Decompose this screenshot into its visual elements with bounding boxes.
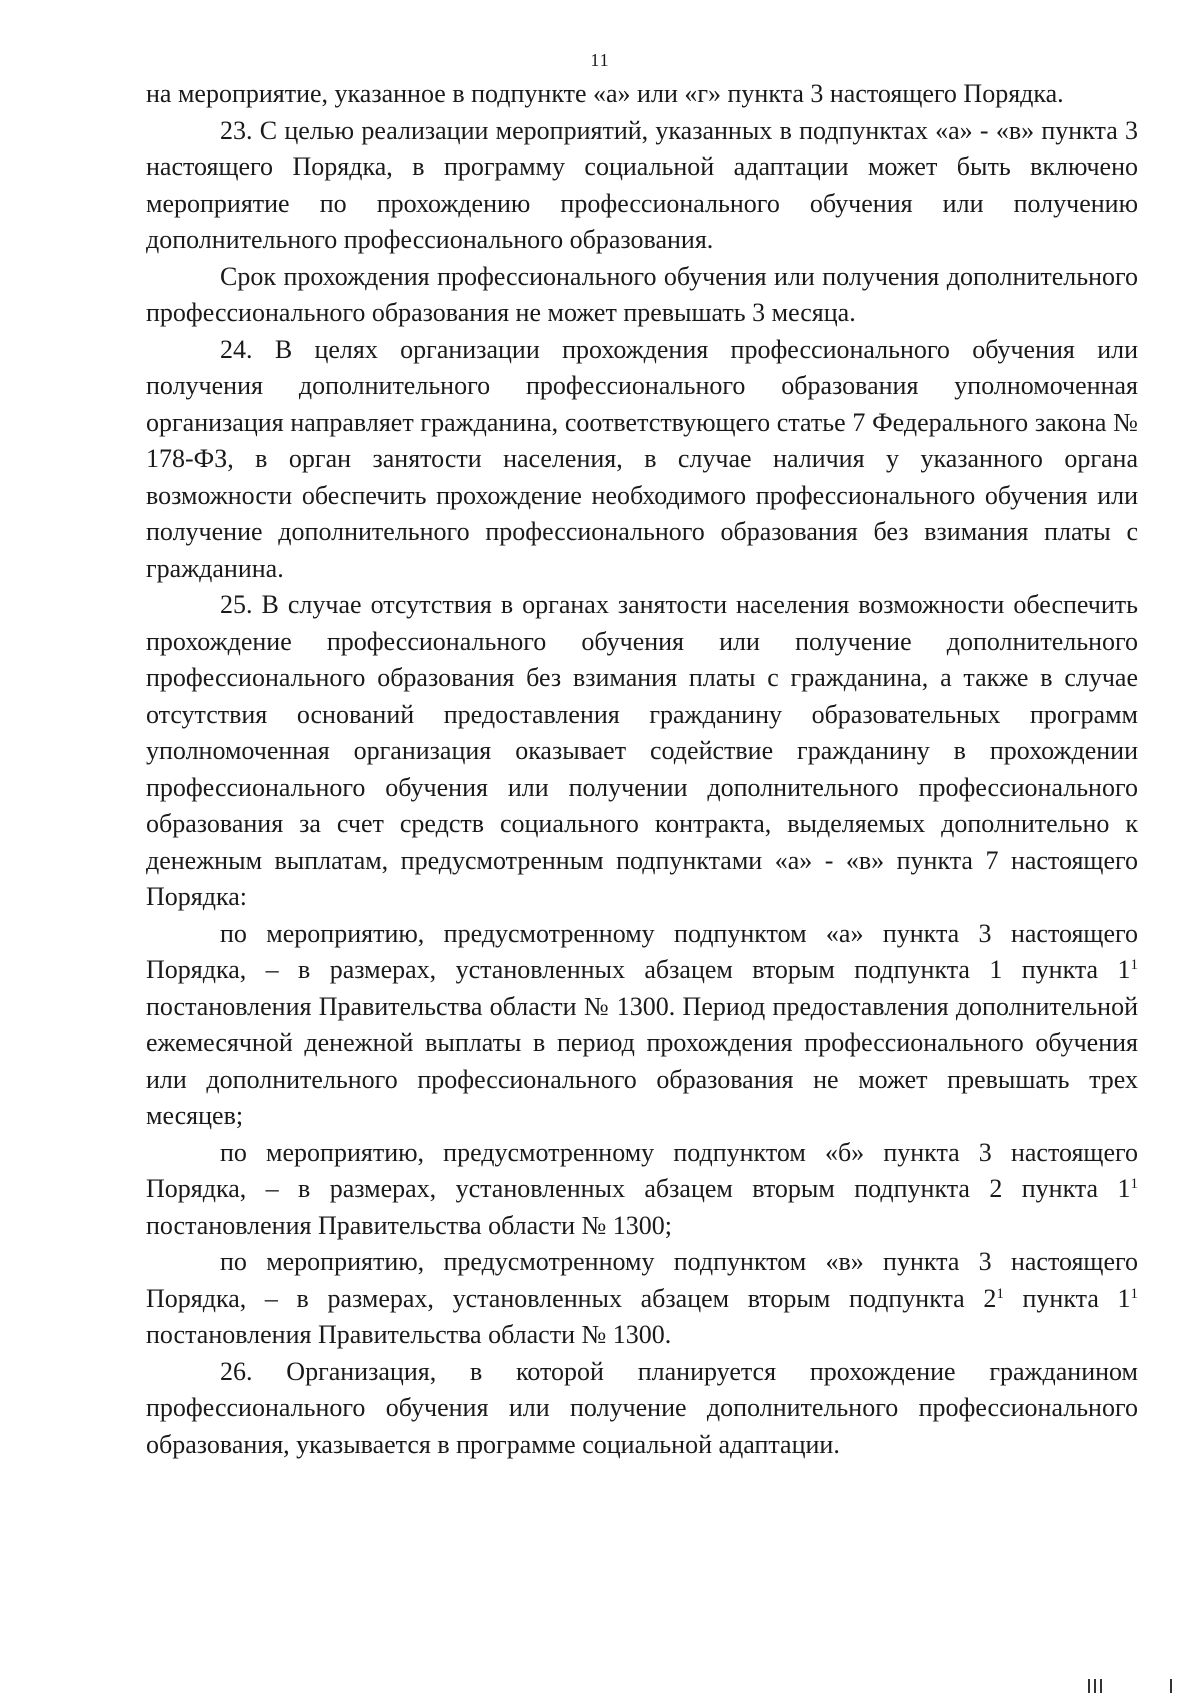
paragraph-25: 25. В случае отсутствия в органах занятости населения возможности обеспечить прохождение профессионального обучения или получение дополнительного профессионального образования без взимания платы с гражданина, а также в случае отсутствия оснований предоставления гражданину образовательных программ уполномоченная организация оказывает содействие гражданину в прохождении профессионального обучения или получении дополнительного профессионального образования за счет средств социального контракта, выделяемых дополнительно к денежным выплатам, предусмотренным подпунктами «а» - «в» пункта 7 настоящего Порядка:: [146, 590, 1138, 911]
superscript: 1: [1130, 1176, 1138, 1192]
paragraph-25-item-v: [146, 1244, 1138, 1354]
paragraph-23: 23. С целью реализации мероприятий, указанных в подпунктах «а» - «в» пункта 3 настоящего Порядка, в программу социальной адаптации может быть включено мероприятие по прохождению профессионального обучения или получению дополнительного профессионального образования.: [146, 115, 1138, 254]
paragraph-25-item-a: [146, 916, 1138, 1135]
text-fragment: по мероприятию, предусмотренному подпунктом «а» пункта 3 настоящего Порядка, – в размерах, установленных абзацем вторым подпункта 1 пункта 1: [146, 918, 1138, 984]
superscript: 1: [996, 1285, 1004, 1302]
text-fragment: постановления Правительства области № 1300.: [146, 1320, 672, 1349]
text-fragment: пункта 1: [1003, 1283, 1131, 1313]
scan-artifact: [1088, 1679, 1090, 1693]
text-fragment: по мероприятию, предусмотренному подпунктом «в» пункта 3 настоящего Порядка, – в размерах, установленных абзацем вторым подпункта 2: [146, 1247, 1138, 1313]
text-fragment: постановления Правительства области № 1300;: [146, 1210, 673, 1240]
paragraph-25-item-b: [146, 1135, 1138, 1245]
paragraph-24: 24. В целях организации прохождения профессионального обучения или получения дополнительного профессионального образования уполномоченная организация направляет гражданина, соответствующего статье 7 Федерального закона № 178-ФЗ, в орган занятости населения, в случае наличия у указанного органа возможности обеспечить прохождение необходимого профессионального обучения или получение дополнительного профессионального образования без взимания платы с гражданина.: [146, 334, 1138, 583]
superscript: 1: [1130, 1285, 1139, 1302]
document-body: [146, 76, 1138, 1463]
page-number: 11: [590, 50, 610, 70]
text-fragment: постановления Правительства области № 1300. Период предоставления дополнительной ежемесячной денежной выплаты в период прохождения профессионального обучения или дополнительного профессионального образования не может превышать трех месяцев;: [146, 991, 1138, 1130]
text-fragment: по мероприятию, предусмотренному подпунктом «б» пункта 3 настоящего Порядка, – в размерах, установленных абзацем вторым подпункта 2 пункта 1: [146, 1137, 1138, 1203]
paragraph-23-term: Срок прохождения профессионального обучения или получения дополнительного профессионального образования не может превышать 3 месяца.: [146, 261, 1138, 327]
scan-artifact: [1170, 1679, 1172, 1693]
paragraph-continuation: на мероприятие, указанное в подпункте «а» или «г» пункта 3 настоящего Порядка.: [146, 79, 1064, 108]
scan-artifact: [1094, 1679, 1096, 1693]
superscript: 1: [1130, 957, 1138, 973]
paragraph-26: 26. Организация, в которой планируется прохождение гражданином профессионального обучения или получение дополнительного профессионального образования, указывается в программе социальной адаптации.: [146, 1356, 1138, 1459]
scan-artifact: [1100, 1679, 1102, 1693]
